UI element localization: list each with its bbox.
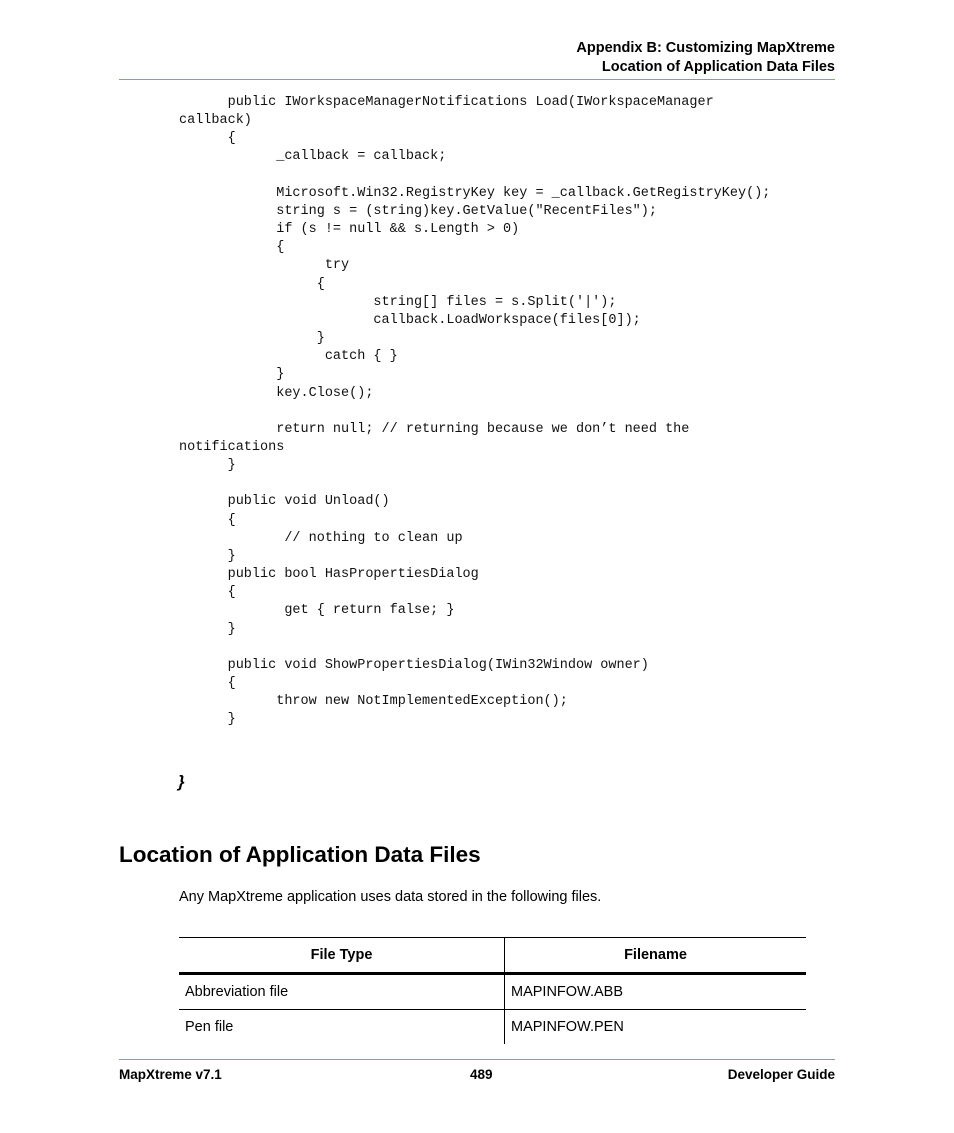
header-chapter: Appendix B: Customizing MapXtreme xyxy=(576,40,835,56)
page-number: 489 xyxy=(470,1067,493,1082)
code-line: { xyxy=(179,240,285,256)
column-header-file-type: File Type xyxy=(179,938,505,974)
code-line: } xyxy=(179,458,236,474)
code-line: return null; // returning because we don’t need the xyxy=(179,421,690,437)
table-header-row xyxy=(179,938,806,974)
footer-product: MapXtreme v7.1 xyxy=(119,1067,222,1082)
table-row xyxy=(179,1010,806,1045)
header-rule xyxy=(119,79,835,80)
code-line: { xyxy=(179,276,325,292)
code-line: { xyxy=(179,131,236,147)
code-line: public bool HasPropertiesDialog xyxy=(179,567,479,583)
code-line: { xyxy=(179,585,236,601)
data-files-table xyxy=(179,937,806,1044)
code-line: catch { } xyxy=(179,349,398,365)
code-line: string[] files = s.Split('|'); xyxy=(179,294,617,310)
section-intro: Any MapXtreme application uses data stored in the following files. xyxy=(179,889,602,905)
code-line: } xyxy=(179,621,236,637)
code-line: public void ShowPropertiesDialog(IWin32Window owner) xyxy=(179,657,649,673)
code-line: try xyxy=(179,258,350,274)
code-line: get { return false; } xyxy=(179,603,455,619)
code-line: { xyxy=(179,676,236,691)
code-line: throw new NotImplementedException(); xyxy=(179,694,568,710)
code-block xyxy=(179,94,770,729)
footer-guide-title: Developer Guide xyxy=(727,1067,835,1082)
column-header-filename: Filename xyxy=(505,938,807,974)
code-line: if (s != null && s.Length > 0) xyxy=(179,222,520,238)
code-line: callback) xyxy=(179,113,252,129)
code-line: } xyxy=(179,331,325,347)
footer-rule xyxy=(119,1059,835,1060)
code-line: _callback = callback; xyxy=(179,149,447,165)
code-line: // nothing to clean up xyxy=(179,530,463,546)
code-line: Microsoft.Win32.RegistryKey key = _callback.GetRegistryKey(); xyxy=(179,185,771,201)
code-line: string s = (string)key.GetValue("RecentFiles"); xyxy=(179,203,657,219)
code-line: key.Close(); xyxy=(179,385,374,401)
filename-cell: MAPINFOW.ABB xyxy=(505,974,807,1010)
code-line: } xyxy=(179,548,236,564)
code-line: { xyxy=(179,512,236,528)
file-type-cell: Abbreviation file xyxy=(179,974,505,1010)
table-row xyxy=(179,974,806,1010)
code-line: notifications xyxy=(179,439,285,455)
code-closing-brace: } xyxy=(178,772,185,791)
file-type-cell: Pen file xyxy=(179,1010,505,1045)
code-line: public IWorkspaceManagerNotifications Load(IWorkspaceManager xyxy=(179,95,714,110)
code-line: callback.LoadWorkspace(files[0]); xyxy=(179,312,641,328)
filename-cell: MAPINFOW.PEN xyxy=(511,1019,624,1035)
header-section: Location of Application Data Files xyxy=(601,59,835,75)
code-line: } xyxy=(179,712,236,728)
section-title: Location of Application Data Files xyxy=(119,842,481,867)
code-line: public void Unload() xyxy=(179,494,390,510)
code-line: } xyxy=(179,367,285,383)
